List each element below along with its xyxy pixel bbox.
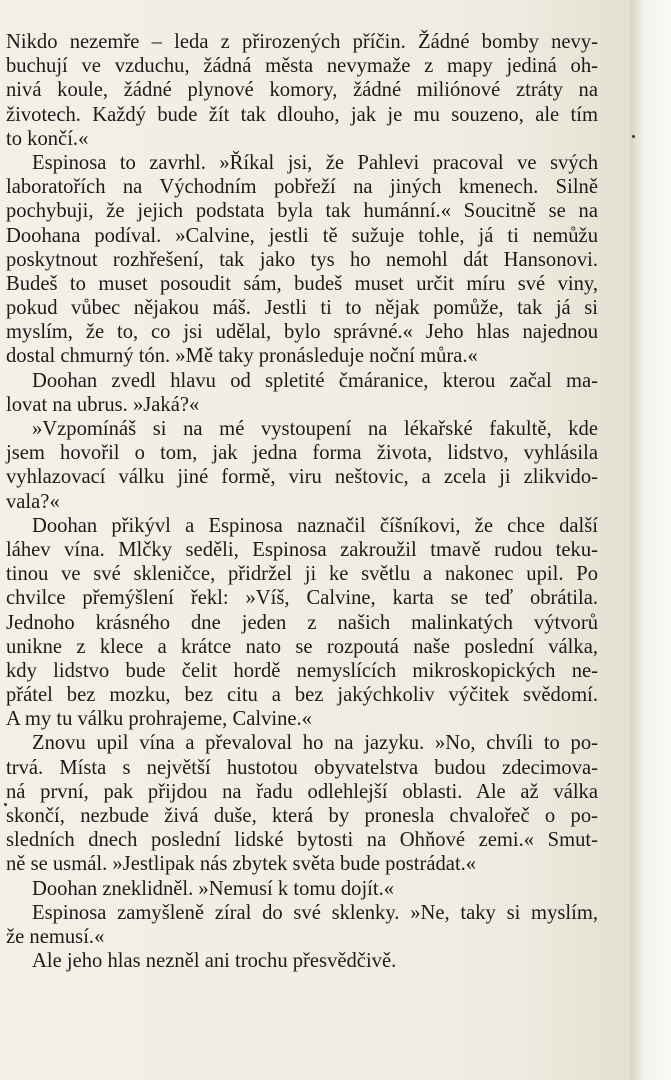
text-line: chvilce přemýšlení řekl: »Víš, Calvine, karta se teď obrátila.	[6, 587, 598, 610]
text-line: myslím, že to, co jsi udělal, bylo správné.« Jeho hlas najednou	[6, 321, 598, 344]
text-line: Doohan zneklidněl. »Nemusí k tomu dojít.«	[32, 877, 395, 900]
text-line: pochybuji, že jejich podstata byla tak humánní.« Soucitně se na	[6, 200, 598, 223]
text-line: laboratořích na Východním pobřeží na jiných kmenech. Silně	[6, 176, 598, 199]
text-line: Nikdo nezemře – leda z přirozených příčin. Žádné bomby nevy-	[6, 31, 598, 53]
text-line: jsem hovořil o tom, jak jedna forma života, lidstvo, vyhlásila	[6, 442, 598, 465]
text-line: ná první, pak přijdou na řadu odlehlejší oblasti. Ale až válka	[6, 780, 598, 803]
text-line: vala?«	[6, 490, 60, 513]
text-line: vyhlazovací válku jiné formě, viru neštovic, a zcela ji zlikvido-	[6, 466, 598, 489]
body-text	[6, 30, 598, 973]
text-line: Doohana podíval. »Calvine, jestli tě sužuje tohle, já ti nemůžu	[6, 224, 598, 247]
text-line: že nemusí.«	[6, 925, 105, 948]
text-line: Ale jeho hlas nezněl ani trochu přesvědčivě.	[32, 950, 397, 973]
text-line: Espinosa zamyšleně zíral do své sklenky. »Ne, taky si myslím,	[32, 901, 598, 924]
page-gutter	[630, 0, 671, 1080]
text-line: přátel bez mozku, bez citu a bez jakýchkoliv výčitek svědomí.	[6, 684, 598, 707]
text-line: sledních dnech poslední lidské bytosti na Ohňové zemi.« Smut-	[6, 829, 598, 852]
text-line: Budeš to muset posoudit sám, budeš muset určit míru své viny,	[6, 272, 598, 295]
text-line: Jednoho krásného dne jeden z našich malinkatých výtvorů	[6, 611, 598, 634]
text-line: životech. Každý bude žít tak dlouho, jak je mu souzeno, ale tím	[6, 103, 598, 126]
text-line: Doohan přikývl a Espinosa naznačil číšníkovi, že chce další	[32, 514, 598, 537]
text-line: nivá koule, žádné plynové komory, žádné miliónové ztráty na	[6, 79, 598, 102]
text-line: tinou ve své skleničce, přidržel ji ke světlu a nakonec upil. Po	[6, 563, 598, 586]
text-line: kdy lidstvo bude čelit hordě nemyslících mikroskopických ne-	[6, 659, 598, 682]
text-line: láhev vína. Mlčky seděli, Espinosa zakroužil tmavě rudou teku-	[6, 538, 598, 561]
text-line: trvá. Místa s největší hustotou obyvatelstva budou zdecimova-	[6, 756, 598, 779]
text-line: lovat na ubrus. »Jaká?«	[6, 393, 200, 416]
text-line: pokud vůbec nějakou máš. Jestli ti to nějak pomůže, tak já si	[6, 297, 598, 320]
speck-mark	[632, 135, 635, 138]
text-line: Znovu upil vína a převaloval ho na jazyku. »No, chvíli to po-	[32, 732, 598, 755]
text-line: buchují ve vzduchu, žádná města nevymaže z mapy jediná oh-	[6, 55, 598, 78]
text-line: A my tu válku prohrajeme, Calvine.«	[6, 708, 312, 731]
text-line: dostal chmurný tón. »Mě taky pronásleduje noční můra.«	[6, 345, 478, 368]
text-line: to končí.«	[6, 127, 89, 150]
text-line: Espinosa to zavrhl. »Říkal jsi, že Pahlevi pracoval ve svých	[32, 151, 598, 174]
text-line: skončí, nezbude živá duše, která by pronesla chvalořeč o po-	[6, 805, 598, 827]
text-line: Doohan zvedl hlavu od spletité čmáranice, kterou začal ma-	[32, 369, 598, 392]
text-line: unikne z klece a krátce nato se rozpoutá naše poslední válka,	[6, 635, 598, 658]
text-line: »Vzpomínáš si na mé vystoupení na lékařské fakultě, kde	[32, 418, 598, 440]
text-line: ně se usmál. »Jestlipak nás zbytek světa bude postrádat.«	[6, 853, 477, 876]
text-line: poskytnout rozhřešení, tak jako tys ho nemohl dát Hansonovi.	[6, 248, 598, 271]
